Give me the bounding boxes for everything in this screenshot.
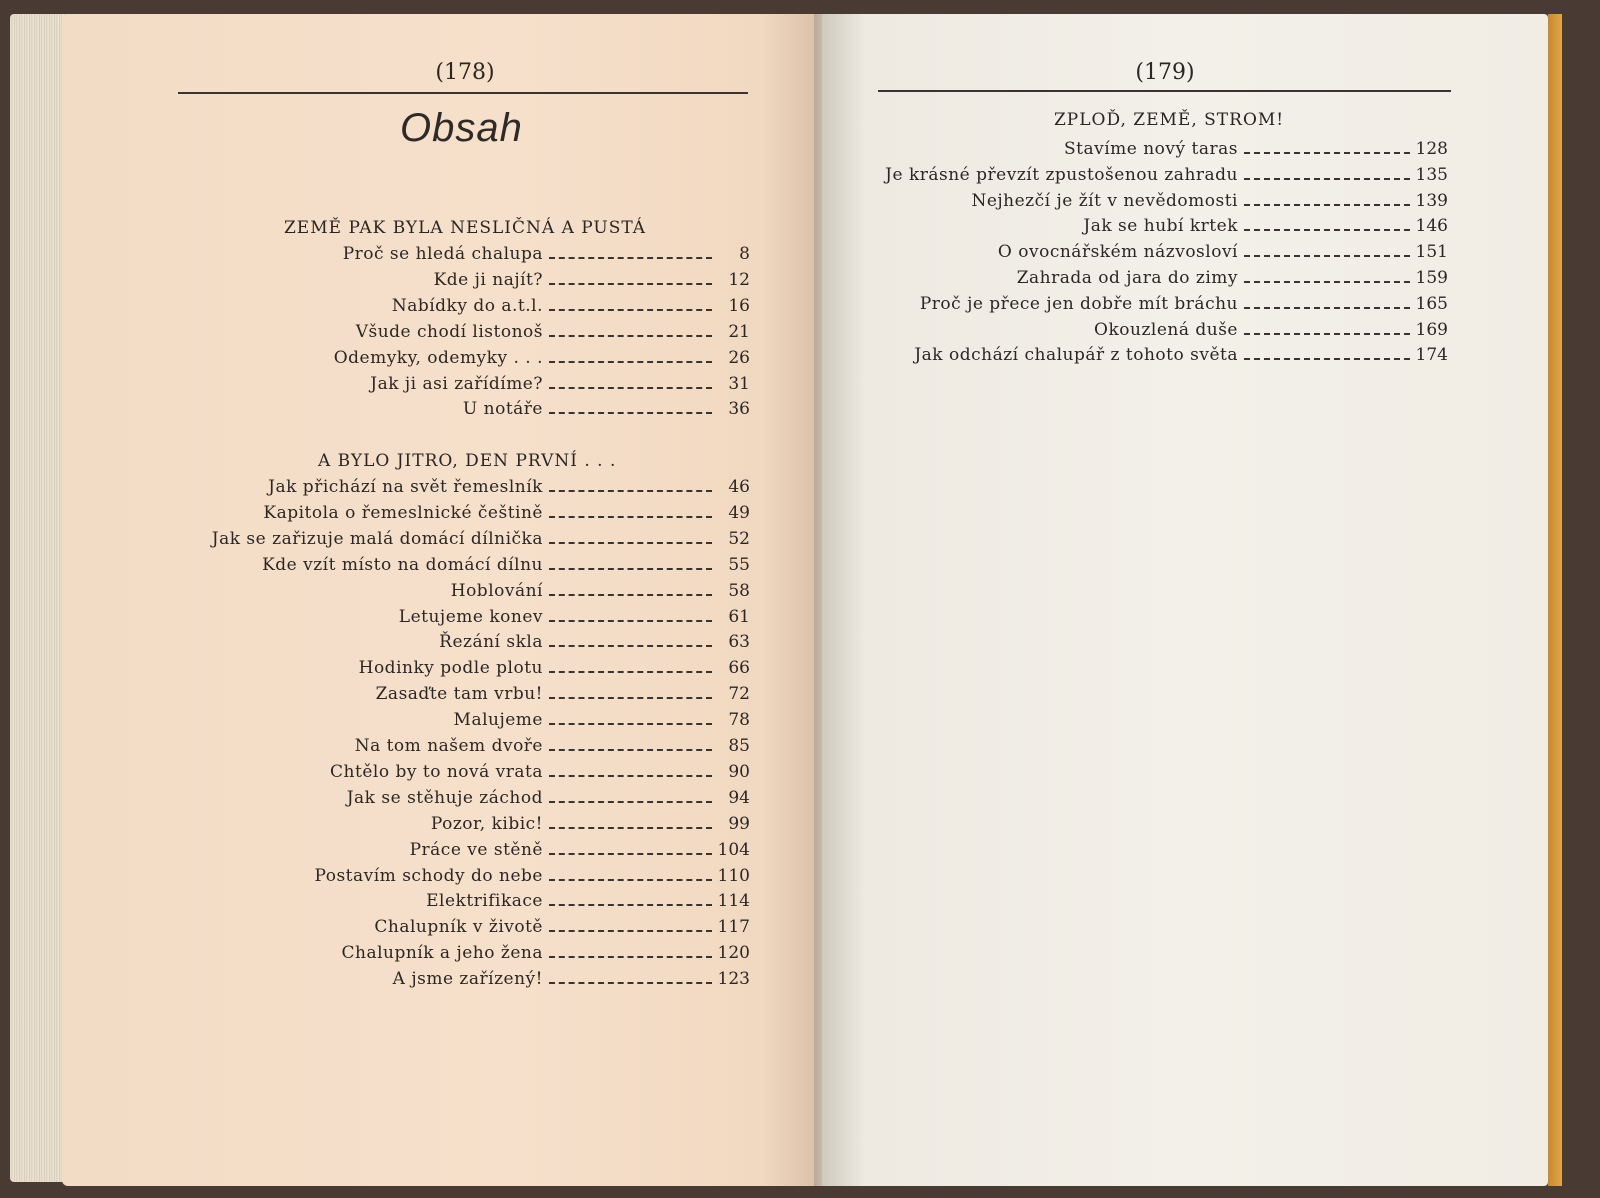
toc-entry-title: Stavíme nový taras [1064,139,1238,159]
leader-dashes [1244,344,1410,360]
toc-entry-page: 139 [1415,190,1448,211]
toc-entry-title: A jsme zařízený! [392,969,543,990]
toc-entry-page: 66 [728,658,750,679]
toc-entry-page: 128 [1415,139,1448,159]
toc-entry [0,631,750,655]
toc-entry [0,865,750,889]
toc-entry [0,839,750,863]
toc-entry-page: 104 [717,839,750,860]
leader-dashes [549,528,712,544]
leader-dashes [1244,267,1410,283]
toc-entry-page: 55 [728,554,750,575]
toc-entry-page: 90 [728,761,750,782]
toc-entry-page: 117 [717,917,750,938]
toc-entry-title: Práce ve stěně [409,839,543,860]
leader-dashes [549,735,712,751]
leader-dashes [549,942,712,958]
toc-entry-title: Kde vzít místo na domácí dílnu [262,554,543,575]
toc-entry-title: Řezání skla [439,632,543,653]
leader-dashes [549,839,712,855]
toc-entry-page: 99 [728,813,750,834]
toc-entry-page: 63 [728,632,750,653]
toc-entry-page: 94 [728,787,750,808]
toc-entry-title: Hodinky podle plotu [358,658,543,679]
leader-dashes [549,890,712,906]
toc-entry-page: 72 [728,684,750,705]
leader-dashes [549,554,712,570]
toc-entry-page: 151 [1415,242,1448,263]
toc-entry [0,190,1448,214]
leader-dashes [549,657,712,673]
toc-entry [0,968,750,992]
leader-dashes [549,813,712,829]
leader-dashes [549,502,712,518]
toc-entry-page: 52 [728,528,750,549]
section-heading: ZEMĚ PAK BYLA NESLIČNÁ A PUSTÁ [284,218,647,238]
toc-entry-title: U notáře [462,399,543,420]
toc-entry-title: Jak ji asi zařídíme? [370,373,543,394]
toc-entry [0,813,750,837]
leader-dashes [549,398,712,414]
toc-entry-title: Jak se hubí krtek [1083,216,1238,237]
toc-entry [0,657,750,681]
leader-dashes [549,476,712,492]
toc-entry-page: 46 [728,477,750,497]
toc-entry [0,476,750,500]
toc-entry-page: 114 [717,891,750,912]
toc-entry [0,373,750,397]
right-page-number: (179) [1135,60,1195,85]
toc-entry-title: Jak přichází na svět řemeslník [268,477,543,497]
toc-entry-title: Okouzlená duše [1094,319,1238,340]
toc-entry-page: 120 [717,943,750,964]
toc-entry-title: Proč se hledá chalupa [342,244,543,264]
toc-entry-page: 169 [1415,319,1448,340]
toc-entry [0,890,750,914]
toc-entry-title: O ovocnářském názvosloví [997,242,1238,263]
toc-entry [0,709,750,733]
toc-entry-page: 174 [1415,345,1448,366]
toc-entry-title: Zahrada od jara do zimy [1016,268,1238,288]
toc-entry-page: 49 [728,502,750,523]
toc-entry-page: 58 [728,580,750,601]
toc-entry [0,761,750,785]
leader-dashes [549,761,712,777]
leader-dashes [1244,138,1410,154]
toc-entry [0,293,1448,317]
toc-entry [0,787,750,811]
leader-dashes [549,787,712,803]
toc-entry [0,267,1448,291]
leader-dashes [1244,319,1410,335]
toc-entry-title: Jak se zařizuje malá domácí dílnička [211,528,543,549]
toc-entry-title: Proč je přece jen dobře mít bráchu [919,293,1238,314]
toc-entry [0,580,750,604]
section-heading: ZPLOĎ, ZEMĚ, STROM! [1054,110,1285,130]
toc-entry-title: Jak se stěhuje záchod [346,787,543,808]
toc-entry-page: 123 [717,969,750,990]
toc-entry-title: Elektrifikace [426,891,543,912]
right-header-rule [878,90,1451,92]
toc-entry-title: Kde ji najít? [433,269,543,290]
toc-entry [0,916,750,940]
toc-entry [0,942,750,966]
toc-entry [0,319,1448,343]
leader-dashes [549,683,712,699]
toc-entry-title: Odemyky, odemyky . . . [333,347,543,368]
toc-entry-page: 110 [717,865,750,886]
toc-entry-title: Na tom našem dvoře [354,736,543,756]
contents-title: Obsah [400,106,523,150]
toc-entry-page: 21 [728,321,750,342]
leader-dashes [549,709,712,725]
toc-entry [0,554,750,578]
toc-entry-page: 85 [728,736,750,756]
leader-dashes [549,606,712,622]
toc-entry-page: 16 [728,295,750,316]
toc-entry-title: Postavím schody do nebe [314,865,543,886]
leader-dashes [1244,190,1410,206]
toc-entry-title: Kapitola o řemeslnické češtině [263,502,543,523]
leader-dashes [1244,293,1410,309]
toc-entry-title: Nejhezčí je žít v nevědomosti [971,190,1238,211]
toc-entry-title: Malujeme [453,710,543,731]
toc-entry-page: 12 [728,269,750,290]
toc-entry [0,344,1448,368]
toc-entry [0,528,750,552]
leader-dashes [1244,215,1410,231]
toc-entry-page: 8 [739,244,750,264]
cover-edge [1548,14,1562,1186]
leader-dashes [1244,164,1410,180]
toc-entry [0,215,1448,239]
toc-entry-page: 31 [728,373,750,394]
toc-entry-page: 78 [728,710,750,731]
toc-entry-page: 165 [1415,293,1448,314]
toc-entry [0,138,1448,162]
toc-entry-page: 61 [728,606,750,627]
toc-entry [0,398,750,422]
toc-entry-title: Nabídky do a.t.l. [391,295,543,316]
toc-entry-page: 146 [1415,216,1448,237]
toc-entry-page: 36 [728,399,750,420]
leader-dashes [549,373,712,389]
toc-entry-title: Chtělo by to nová vrata [330,761,543,782]
left-page-number: (178) [435,60,495,85]
leader-dashes [549,580,712,596]
leader-dashes [1244,241,1410,257]
toc-entry-title: Chalupník a jeho žena [341,943,543,964]
leader-dashes [549,968,712,984]
leader-dashes [549,631,712,647]
toc-entry-page: 159 [1415,268,1448,288]
toc-entry [0,735,750,759]
toc-entry-title: Jak odchází chalupář z tohoto světa [914,345,1238,366]
toc-entry-page: 26 [728,347,750,368]
toc-entry [0,606,750,630]
section-heading: A BYLO JITRO, DEN PRVNÍ . . . [318,451,617,471]
leader-dashes [549,916,712,932]
toc-entry-title: Zasaďte tam vrbu! [375,684,543,705]
toc-entry-title: Letujeme konev [398,606,543,627]
toc-entry-page: 135 [1415,164,1448,185]
toc-entry-title: Všude chodí listonoš [355,321,543,342]
left-header-rule [178,92,748,94]
toc-entry-title: Pozor, kibic! [430,813,543,834]
toc-entry [0,502,750,526]
leader-dashes [549,865,712,881]
toc-entry-title: Hoblování [450,580,543,601]
toc-entry [0,683,750,707]
toc-entry-title: Je krásné převzít zpustošenou zahradu [885,164,1238,185]
toc-entry [0,241,1448,265]
toc-entry [0,164,1448,188]
toc-entry-title: Chalupník v životě [374,917,543,938]
